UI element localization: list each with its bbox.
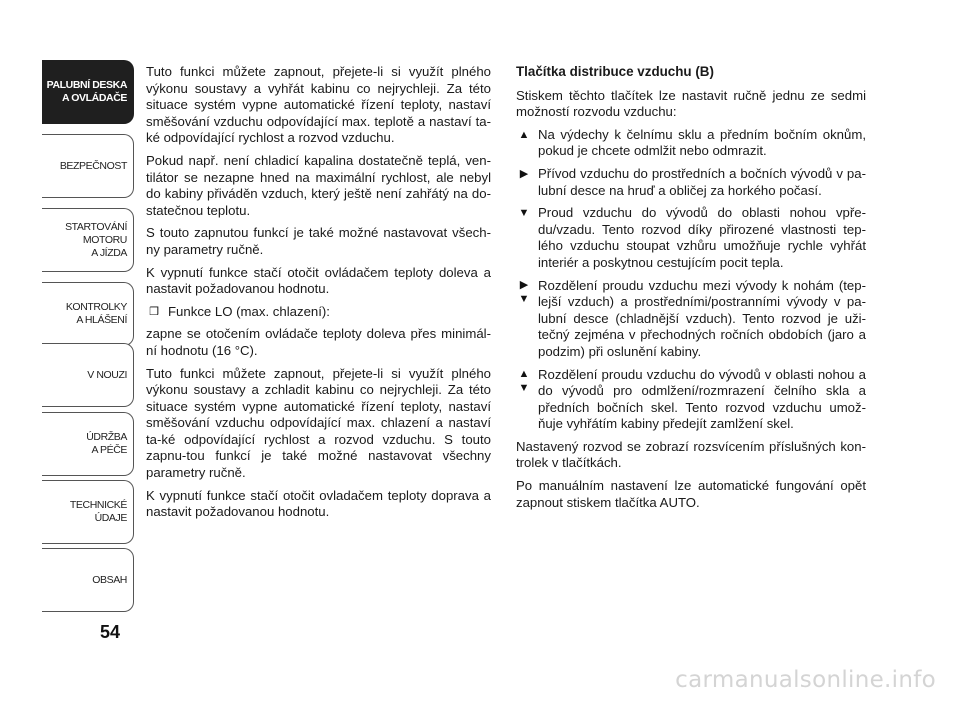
tab-kontrolky[interactable]: KONTROLKY A HLÁŠENÍ: [42, 282, 134, 346]
bullet-text: Funkce LO (max. chlazení):: [168, 303, 330, 319]
paragraph: Tuto funkci můžete zapnout, přejete-li si využít plného výkonu soustavy a zchladit kabinu co nejrychleji. Za této situace systém vypne automatické řízení teploty, nastaví směšování vzduchu odpovídající max. chlazení a nastaví ta-ké odpovídající rychlost a rozvod vzduchu. S touto zapnu-tou funkcí je také možné nastavovat všechny parametry ručně.: [146, 365, 491, 481]
arrow-down-icon: ▼: [518, 292, 530, 305]
section-heading: Tlačítka distribuce vzduchu (B): [516, 64, 714, 79]
page-number: 54: [100, 622, 121, 642]
paragraph: Pokud např. není chladicí kapalina dostatečně teplá, ven-tilátor se nezapne hned na maximální rychlost, ale nebyl do kabiny přiváděn vzduch, který ještě není zahřátý na do-statečnou teplotu.: [146, 152, 491, 218]
paragraph: Tuto funkci můžete zapnout, přejete-li si využít plného výkonu soustavy a vyhřát kabinu co nejrychleji. Za této situace systém vypne automatické řízení teploty, nastaví směšování vzduchu odpovídající max. teplotě a nastaví ta-ké odpovídající rychlost a rozvod vzduchu.: [146, 64, 491, 146]
list-item-text: Proud vzduchu do vývodů do oblasti nohou vpře-du/vzadu. Tento rozvod díky přirozené vlastnosti tep-lého vzduchu stoupat vzhůru umožňuje rychle vyhřát interiér a poskytnou cestujícím pocit tepla.: [538, 205, 866, 270]
paragraph: Stiskem těchto tlačítek lze nastavit ručně jednu ze sedmi možností rozvodu vzduchu:: [516, 87, 866, 120]
list-item: [516, 127, 866, 160]
paragraph: Po manuálním nastavení lze automatické fungování opět zapnout stiskem tlačítka AUTO.: [516, 478, 866, 510]
tab-udrzba[interactable]: ÚDRŽBA A PÉČE: [42, 412, 134, 476]
list-item: [516, 205, 866, 271]
arrow-right-icon: ▶: [519, 167, 529, 180]
tab-palubni-deska[interactable]: PALUBNÍ DESKA A OVLÁDAČE: [42, 60, 134, 124]
arrow-down-icon: ▼: [518, 207, 530, 220]
paragraph: K vypnutí funkce stačí otočit ovládačem teploty doleva a nastavit požadovanou hodnotu.: [146, 264, 491, 297]
list-item-text: Na výdechy k čelnímu sklu a předním bočním oknům, pokud je chcete odmlžit nebo odmrazit.: [538, 126, 866, 159]
list-item: [516, 367, 866, 433]
list-item-text: Rozdělení proudu vzduchu do vývodů v oblasti nohou a do vývodů pro odmlžení/rozmrazení čelního skla a předních bočních skel. Tento rozvod vzduchu umož-ňuje vyhřátím kabiny předejít zamlžení skel.: [538, 366, 866, 432]
tab-obsah[interactable]: OBSAH: [42, 548, 134, 612]
tab-startovani[interactable]: STARTOVÁNÍ MOTORU A JÍZDA: [42, 208, 134, 272]
arrow-right-down-icon: [516, 278, 532, 306]
watermark-text: carmanualsonline.info: [675, 667, 936, 693]
list-item: [516, 278, 866, 361]
list-item-text: Rozdělení proudu vzduchu mezi vývody k nohám (tep-lejší vzduch) a prostředními/postranními vývody v pa-lubní desce (chladnější vzduch). Tento rozvod je uži-tečný zejména v přechodných ročních obdobích (jaro a podzim) při oslunění kabiny.: [538, 277, 866, 359]
paragraph: Nastavený rozvod se zobrazí rozsvícením příslušných kon-trolek v tlačítkách.: [516, 438, 866, 471]
arrow-right-icon: ▶: [519, 278, 529, 291]
checkbox-square-icon: ❒: [149, 305, 159, 318]
paragraph: S touto zapnutou funkcí je také možné nastavovat všech-ny parametry ručně.: [146, 225, 491, 257]
list-item-text: Přívod vzduchu do prostředních a bočních vývodů v pa-lubní desce na hruď a obličej za horkého počasí.: [538, 165, 866, 198]
right-column: [516, 64, 866, 517]
arrow-down-icon: ▼: [518, 381, 530, 394]
tab-bezpecnost[interactable]: BEZPEČNOST: [42, 134, 134, 198]
paragraph: K vypnutí funkce stačí otočit ovladačem teploty doprava a nastavit požadovanou hodnotu.: [146, 487, 491, 520]
paragraph: zapne se otočením ovládače teploty doleva přes minimál-ní hodnotu (16 °C).: [146, 326, 491, 358]
tab-technicke-udaje[interactable]: TECHNICKÉ ÚDAJE: [42, 480, 134, 544]
tab-v-nouzi[interactable]: V NOUZI: [42, 343, 134, 407]
arrow-up-down-icon: [516, 367, 532, 395]
arrow-up-icon: ▲: [518, 128, 530, 141]
bullet-item: [146, 304, 491, 321]
arrow-up-icon: ▲: [518, 367, 530, 380]
list-item: [516, 166, 866, 199]
left-column: [146, 64, 491, 527]
